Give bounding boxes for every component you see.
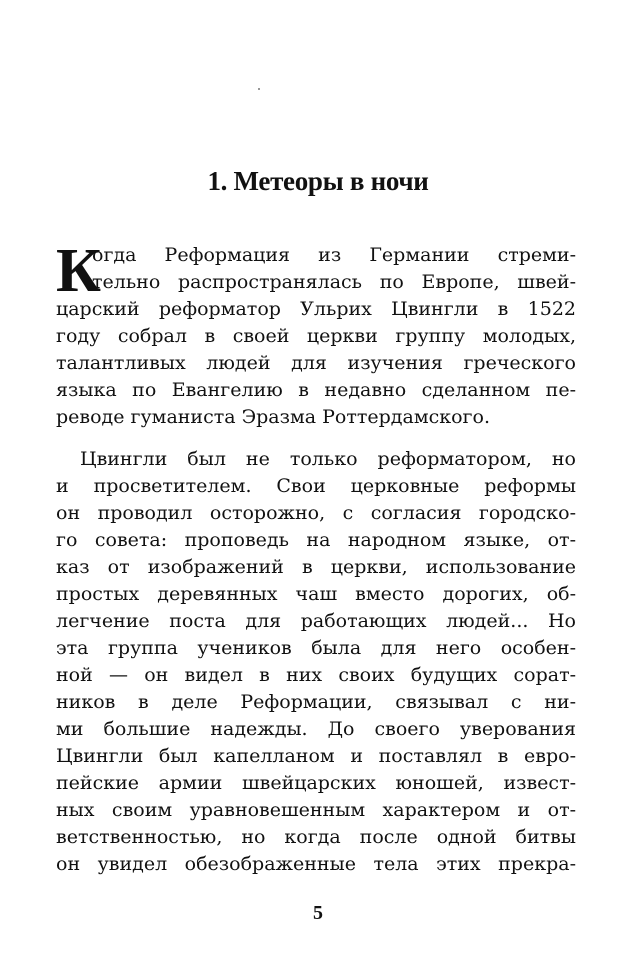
- text-line: эта группа учеников была для него особен-: [56, 637, 576, 659]
- text-line: огда Реформация из Германии стреми-: [92, 244, 576, 266]
- text-line: талантливых людей для изучения греческого: [56, 352, 576, 374]
- text-line: го совета: проповедь на народном языке, от-: [56, 529, 576, 551]
- text-line: и просветителем. Свои церковные реформы: [56, 475, 576, 497]
- text-line: году собрал в своей церкви группу молодых,: [56, 325, 576, 347]
- text-line: ми большие надежды. До своего уверования: [56, 718, 576, 740]
- text-line: царский реформатор Ульрих Цвингли в 1522: [56, 298, 576, 320]
- text-line: он проводил осторожно, с согласия городско-: [56, 502, 576, 524]
- text-line: ников в деле Реформации, связывал с ни-: [56, 691, 576, 713]
- text-line: простых деревянных чаш вместо дорогих, об-: [56, 583, 576, 605]
- text-line: Цвингли был не только реформатором, но: [80, 448, 576, 470]
- paragraph-1: [56, 237, 576, 431]
- page-number: 5: [313, 902, 323, 924]
- text-line: легчение поста для работающих людей... Но: [56, 610, 576, 632]
- text-line: Цвингли был капелланом и поставлял в евро-: [56, 745, 576, 767]
- text-line: тельно распространялась по Европе, швей-: [92, 271, 576, 293]
- text-line: каз от изображений в церкви, использование: [56, 556, 576, 578]
- text-line: ных своим уравновешенным характером и от-: [56, 799, 576, 821]
- text-line: языка по Евангелию в недавно сделанном пе-: [56, 379, 576, 401]
- chapter-title: 1. Метеоры в ночи: [207, 166, 429, 196]
- text-line: ветственностью, но когда после одной битвы: [56, 826, 576, 848]
- text-line: пейские армии швейцарских юношей, извест-: [56, 772, 576, 794]
- text-line: реводе гуманиста Эразма Роттердамского.: [56, 406, 490, 428]
- text-line: ной — он видел в них своих будущих сорат-: [56, 664, 576, 686]
- paragraph-2: [56, 446, 576, 878]
- drop-cap: К: [56, 237, 101, 305]
- scan-speck: [258, 88, 260, 90]
- text-line: он увидел обезображенные тела этих прекра-: [56, 853, 576, 875]
